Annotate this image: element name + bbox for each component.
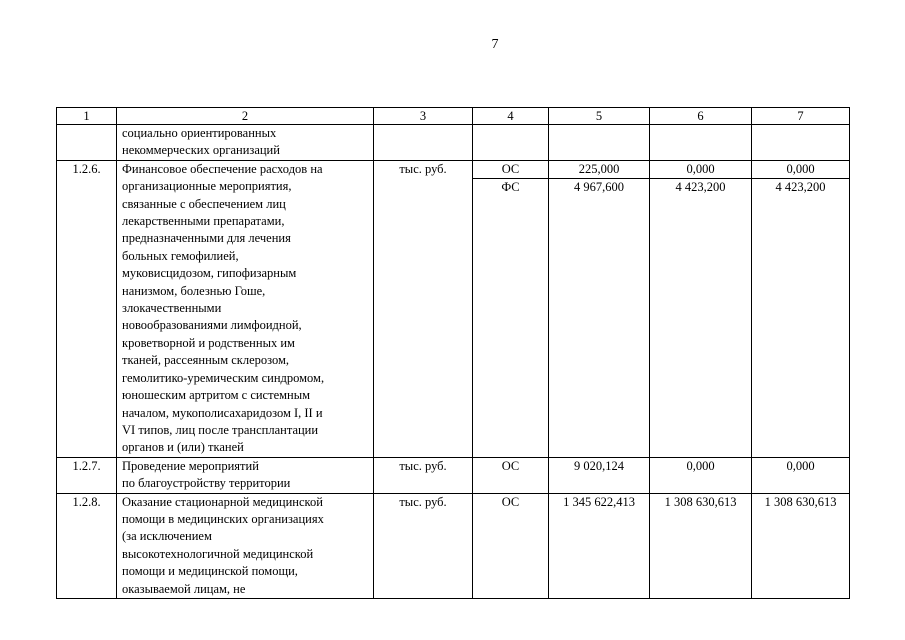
table-row (57, 457, 850, 493)
unit-cell: тыс. руб. (374, 457, 473, 493)
value-col6-cell (650, 160, 752, 457)
description-line: Оказание стационарной медицинской (122, 494, 323, 509)
value-col7: 0,000 (786, 458, 815, 473)
description-line: предназначенными для лечения (122, 231, 291, 246)
value-col6-cell (650, 457, 752, 493)
table-row (57, 125, 850, 161)
value-col5-cell (549, 125, 650, 161)
description-line: организационные мероприятия, (122, 179, 292, 194)
description-line: юношеским артритом с системным (122, 388, 311, 403)
row-number (57, 125, 117, 161)
description-line: гемолитико-уремическим синдромом, (122, 370, 325, 385)
value-col5-cell (549, 160, 650, 457)
description-line: Финансовое обеспечение расходов на (122, 161, 323, 176)
description-line: лекарственными препаратами, (122, 214, 285, 229)
description-line: больных гемофилией, (122, 248, 239, 263)
unit-cell: тыс. руб. (374, 160, 473, 457)
value-col7: 0,000 (786, 161, 815, 176)
funding-source: ОС (501, 494, 520, 509)
table-row (57, 493, 850, 598)
description-line: по благоустройству территории (122, 476, 291, 491)
description-line: тканей, рассеянным склерозом, (122, 353, 290, 368)
value-col6: 0,000 (686, 161, 715, 176)
description-line: Проведение мероприятий (122, 458, 259, 473)
description-line: VI типов, лиц после трансплантации (122, 422, 319, 437)
description-line: связанные с обеспечением лиц (122, 196, 286, 211)
description-line: началом, мукополисахаридозом I, II и (122, 405, 323, 420)
value-col5-cell (549, 457, 650, 493)
column-header: 3 (374, 108, 473, 125)
description-line: помощи и медицинской помощи, (122, 564, 298, 579)
row-description (117, 457, 374, 493)
value-col7-cell (752, 125, 850, 161)
unit-cell (374, 125, 473, 161)
value-col6-cell (650, 125, 752, 161)
row-description (117, 125, 374, 161)
row-description (117, 160, 374, 457)
column-header: 7 (752, 108, 850, 125)
description-line: органов и (или) тканей (122, 440, 244, 455)
value-col7-cell (752, 493, 850, 598)
value-col6: 1 308 630,613 (664, 494, 737, 509)
value-col7: 4 423,200 (752, 179, 849, 197)
description-line: злокачественными (122, 301, 222, 316)
table-row (57, 160, 850, 457)
value-col7-cell (752, 457, 850, 493)
description-line: некоммерческих организаций (122, 143, 280, 158)
funding-source-cell (473, 160, 549, 457)
value-col5: 1 345 622,413 (563, 494, 635, 509)
value-col5-cell (549, 493, 650, 598)
description-line: социально ориентированных (122, 126, 277, 140)
funding-source: ОС (501, 161, 520, 176)
description-line: муковисцидозом, гипофизарным (122, 266, 297, 281)
value-col6-cell (650, 493, 752, 598)
description-line: высокотехнологичной медицинской (122, 546, 314, 561)
description-line: нанизмом, болезнью Гоше, (122, 283, 266, 298)
value-col5: 9 020,124 (574, 458, 624, 473)
value-col7-cell (752, 160, 850, 457)
row-description (117, 493, 374, 598)
row-number: 1.2.8. (57, 493, 117, 598)
value-col5: 225,000 (578, 161, 620, 176)
description-line: новообразованиями лимфоидной, (122, 318, 302, 333)
funding-source-cell (473, 493, 549, 598)
table-header-row (57, 108, 850, 125)
budget-table (56, 107, 850, 599)
value-col6: 4 423,200 (650, 179, 751, 197)
funding-source: ОС (501, 458, 520, 473)
funding-source: ФС (473, 179, 548, 197)
column-header: 6 (650, 108, 752, 125)
column-header: 2 (117, 108, 374, 125)
row-number: 1.2.7. (57, 457, 117, 493)
column-header: 1 (57, 108, 117, 125)
funding-source-cell (473, 125, 549, 161)
unit-cell: тыс. руб. (374, 493, 473, 598)
value-col5: 4 967,600 (549, 179, 649, 197)
column-header: 4 (473, 108, 549, 125)
value-col7: 1 308 630,613 (764, 494, 837, 509)
description-line: помощи в медицинских организациях (122, 511, 324, 526)
column-header: 5 (549, 108, 650, 125)
description-line: (за исключением (122, 529, 212, 544)
page-number: 7 (491, 37, 499, 52)
value-col6: 0,000 (686, 458, 715, 473)
description-line: оказываемой лицам, не (122, 581, 246, 596)
row-number: 1.2.6. (57, 160, 117, 457)
description-line: кроветворной и родственных им (122, 335, 295, 350)
funding-source-cell (473, 457, 549, 493)
